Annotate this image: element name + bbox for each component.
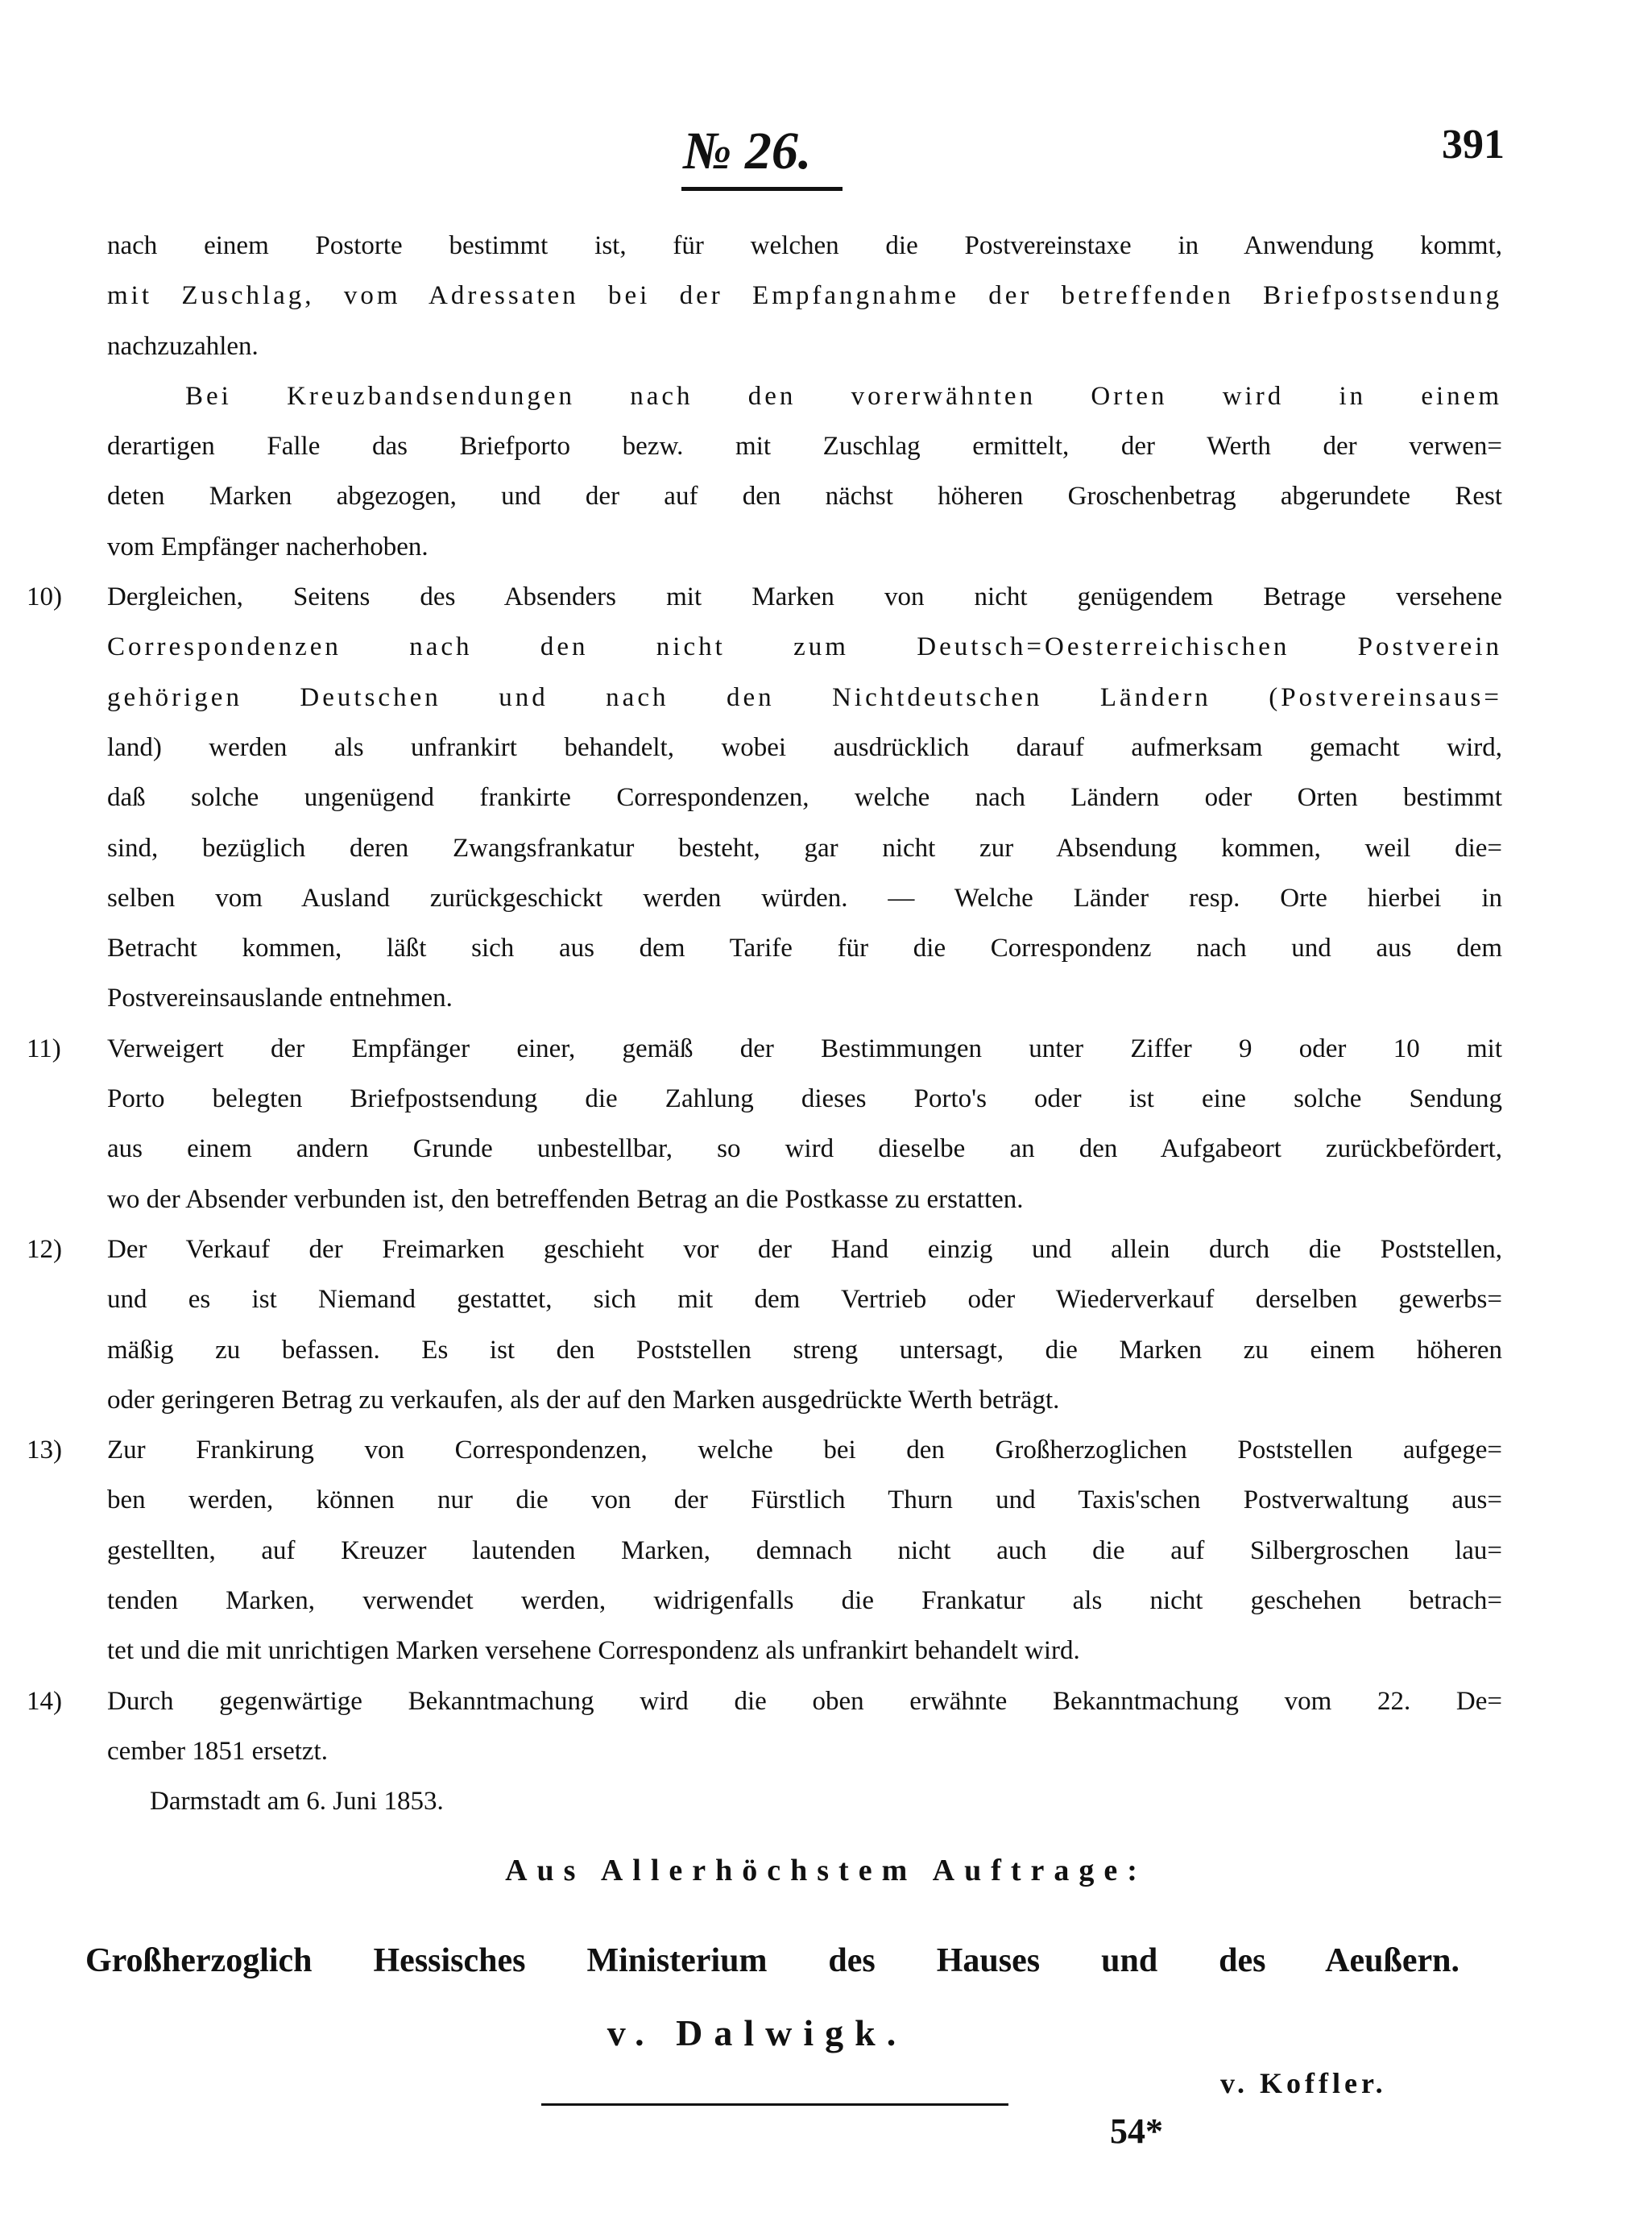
text-line: Correspondenzen nach den nicht zum Deutsch=Oesterreichischen Postverein xyxy=(107,632,1502,662)
paragraph xyxy=(107,1776,1502,1826)
text-line: tenden Marken, verwendet werden, widrigenfalls die Frankatur als nicht geschehen betrach= xyxy=(107,1586,1502,1616)
line-text: Verweigert der Empfänger einer, gemäß der Bestimmungen unter Ziffer 9 oder 10 mit xyxy=(107,1034,1502,1063)
paragraph xyxy=(107,221,1502,371)
text-line: deten Marken abgezogen, und der auf den nächst höheren Groschenbetrag abgerundete Rest xyxy=(107,482,1502,512)
text-line: oder geringeren Betrag zu verkaufen, als der auf den Marken ausgedrückte Werth beträgt. xyxy=(107,1385,1060,1415)
text-line: daß solche ungenügend frankirte Correspondenzen, welche nach Ländern oder Orten bestimmt xyxy=(107,783,1502,813)
footer-rule xyxy=(541,2103,1008,2106)
numbered-paragraph xyxy=(27,1224,1502,1425)
text-line xyxy=(27,1024,1502,1074)
text-line: mäßig zu befassen. Es ist den Poststellen streng untersagt, die Marken zu einem höheren xyxy=(107,1335,1502,1365)
text-line: land) werden als unfrankirt behandelt, wobei ausdrücklich darauf aufmerksam gemacht wird, xyxy=(107,732,1502,762)
paragraph-number: 14) xyxy=(27,1686,62,1716)
line-text: Durch gegenwärtige Bekanntmachung wird die oben erwähnte Bekanntmachung vom 22. De= xyxy=(107,1686,1502,1716)
text-line: selben vom Ausland zurückgeschickt werden würden. — Welche Länder resp. Orte hierbei in xyxy=(107,883,1502,913)
issue-number: № 26. xyxy=(683,122,812,180)
text-line: aus einem andern Grunde unbestellbar, so wird dieselbe an den Aufgabeort zurückbefördert, xyxy=(107,1134,1502,1164)
text-line: Bei Kreuzbandsendungen nach den vorerwähnten Orten wird in einem xyxy=(185,381,1502,411)
minister-signature: v. Dalwigk. xyxy=(607,2012,908,2053)
text-line: Darmstadt am 6. Juni 1853. xyxy=(150,1787,444,1817)
numbered-paragraph xyxy=(27,1425,1502,1676)
page-number: 391 xyxy=(1442,122,1505,168)
text-line xyxy=(27,1224,1502,1274)
text-line: wo der Absender verbunden ist, den betreffenden Betrag an die Postkasse zu erstatten. xyxy=(107,1184,1024,1214)
text-line xyxy=(27,1425,1502,1475)
ministry-name: Großherzoglich Hessisches Ministerium des Hauses und des Aeußern. xyxy=(85,1942,1459,1979)
text-line: vom Empfänger nacherhoben. xyxy=(107,532,429,561)
printer-signature-mark: 54* xyxy=(1110,2111,1163,2151)
text-line: Betracht kommen, läßt sich aus dem Tarife für die Correspondenz nach und aus dem xyxy=(107,934,1502,963)
text-line: Porto belegten Briefpostsendung die Zahlung dieses Porto's oder ist eine solche Sendung xyxy=(107,1084,1502,1114)
text-line: cember 1851 ersetzt. xyxy=(107,1736,328,1766)
text-line: und es ist Niemand gestattet, sich mit dem Vertrieb oder Wiederverkauf derselben gewerbs= xyxy=(107,1285,1502,1315)
issue-underline xyxy=(681,187,843,191)
text-line: nach einem Postorte bestimmt ist, für welchen die Postvereinstaxe in Anwendung kommt, xyxy=(107,231,1502,260)
numbered-paragraph xyxy=(27,1676,1502,1777)
text-line xyxy=(27,572,1502,622)
by-order-line: Aus Allerhöchstem Auftrage: xyxy=(505,1854,1147,1887)
text-line: gehörigen Deutschen und nach den Nichtdeutschen Ländern (Postvereinsaus= xyxy=(107,682,1502,712)
numbered-paragraph xyxy=(27,572,1502,1024)
line-text: Der Verkauf der Freimarken geschieht vor der Hand einzig und allein durch die Poststellen, xyxy=(107,1234,1502,1264)
paragraph xyxy=(107,371,1502,572)
line-text: Dergleichen, Seitens des Absenders mit Marken von nicht genügendem Betrage versehene xyxy=(107,582,1502,612)
text-line: gestellten, auf Kreuzer lautenden Marken, demnach nicht auch die auf Silbergroschen lau= xyxy=(107,1535,1502,1565)
text-line: derartigen Falle das Briefporto bezw. mit Zuschlag ermittelt, der Werth der verwen= xyxy=(107,432,1502,462)
paragraph-number: 13) xyxy=(27,1436,62,1465)
text-line: nachzuzahlen. xyxy=(107,331,259,361)
line-text: Zur Frankirung von Correspondenzen, welche bei den Großherzoglichen Poststellen aufgege= xyxy=(107,1436,1502,1465)
document-body xyxy=(27,221,1502,1827)
paragraph-number: 12) xyxy=(27,1234,62,1264)
text-line: tet und die mit unrichtigen Marken versehene Correspondenz als unfrankirt behandelt wird. xyxy=(107,1636,1080,1666)
paragraph-number: 10) xyxy=(27,582,62,612)
text-line: Postvereinsauslande entnehmen. xyxy=(107,984,453,1013)
numbered-paragraph xyxy=(27,1024,1502,1224)
text-line: ben werden, können nur die von der Fürstlich Thurn und Taxis'schen Postverwaltung aus= xyxy=(107,1485,1502,1515)
text-line: sind, bezüglich deren Zwangsfrankatur besteht, gar nicht zur Absendung kommen, weil die= xyxy=(107,833,1502,863)
text-line xyxy=(27,1676,1502,1726)
text-line: mit Zuschlag, vom Adressaten bei der Empfangnahme der betreffenden Briefpostsendung xyxy=(107,281,1502,311)
paragraph-number: 11) xyxy=(27,1034,61,1063)
countersignature: v. Koffler. xyxy=(1220,2067,1387,2099)
